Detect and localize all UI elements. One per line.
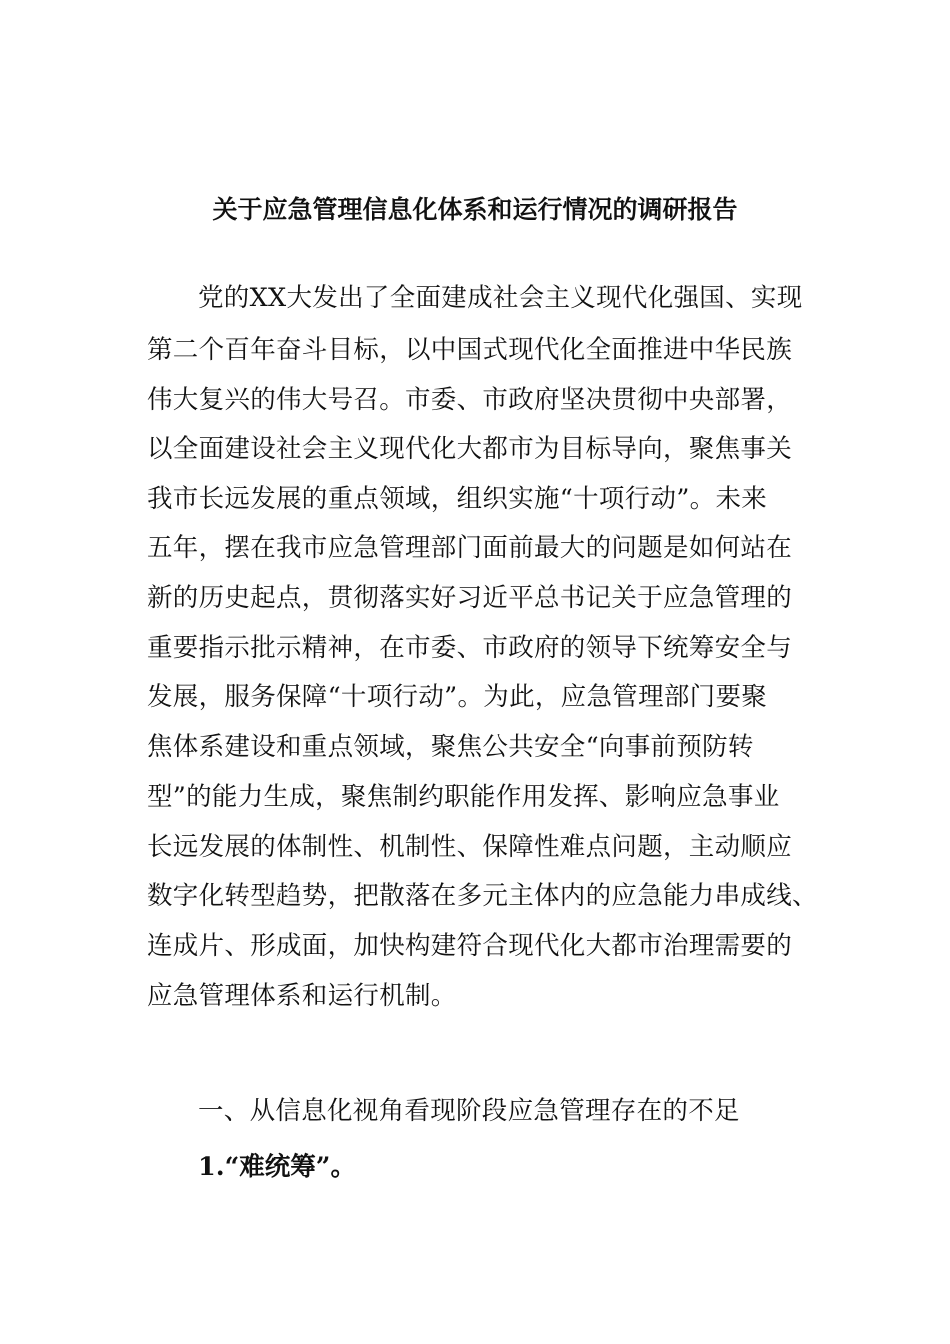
- paragraph-line-3: 伟大复兴的伟大号召。市委、市政府坚决贯彻中央部署，: [147, 385, 793, 415]
- sub-heading: 1.“难统筹”。: [198, 1152, 356, 1182]
- paragraph-line-7: 新的历史起点，贯彻落实好习近平总书记关于应急管理的: [147, 583, 793, 613]
- paragraph-line-13: 数字化转型趋势，把散落在多元主体内的应急能力串成线、: [147, 881, 818, 911]
- paragraph-line-10: 焦体系建设和重点领域，聚焦公共安全“向事前预防转: [147, 732, 754, 762]
- paragraph-line-12: 长远发展的体制性、机制性、保障性难点问题，主动顺应: [147, 832, 793, 862]
- paragraph-line-5: 我市长远发展的重点领域，组织实施“十项行动”。未来: [147, 484, 768, 514]
- section-heading: 一、从信息化视角看现阶段应急管理存在的不足: [198, 1096, 740, 1126]
- paragraph-line-11: 型”的能力生成，聚焦制约职能作用发挥、影响应急事业: [147, 782, 780, 812]
- paragraph-line-6: 五年，摆在我市应急管理部门面前最大的问题是如何站在: [147, 533, 793, 563]
- paragraph-line-4: 以全面建设社会主义现代化大都市为目标导向，聚焦事关: [147, 434, 793, 464]
- paragraph-line-8: 重要指示批示精神，在市委、市政府的领导下统筹安全与: [147, 633, 793, 663]
- document-title: 关于应急管理信息化体系和运行情况的调研报告: [212, 195, 738, 224]
- paragraph-line-1: 党的XX大发出了全面建成社会主义现代化强国、实现: [198, 283, 803, 313]
- paragraph-line-15: 应急管理体系和运行机制。: [147, 981, 457, 1011]
- paragraph-line-14: 连成片、形成面，加快构建符合现代化大都市治理需要的: [147, 931, 793, 961]
- paragraph-line-9: 发展，服务保障“十项行动”。为此，应急管理部门要聚: [147, 682, 768, 712]
- paragraph-line-2: 第二个百年奋斗目标，以中国式现代化全面推进中华民族: [147, 335, 793, 365]
